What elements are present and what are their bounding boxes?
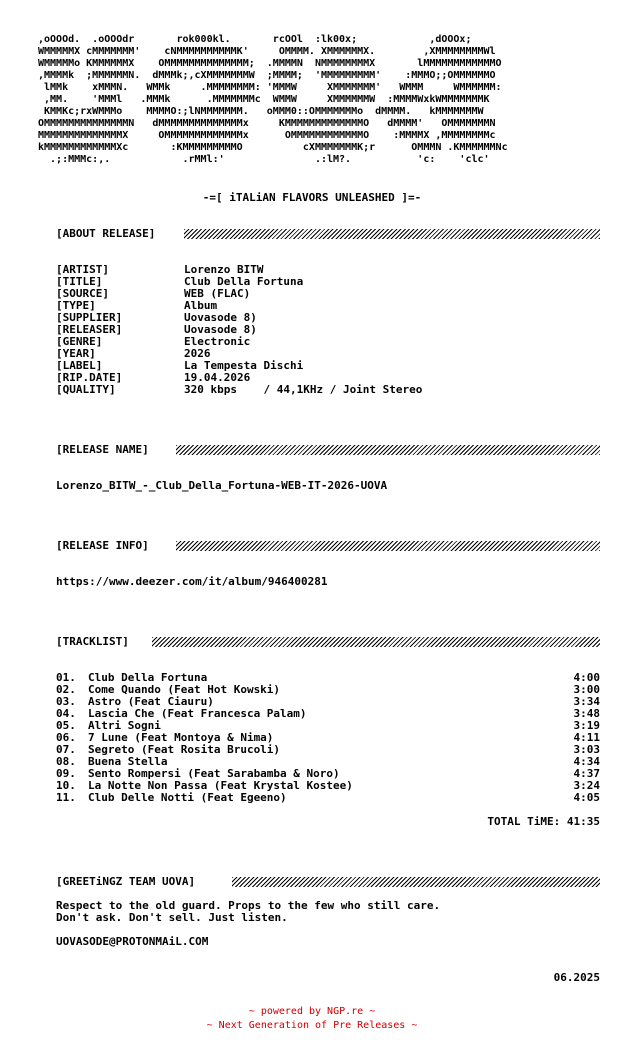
about-key: [TYPE] — [56, 299, 96, 312]
about-value: 320 kbps / 44,1KHz / Joint Stereo — [184, 383, 423, 396]
track-number: 01. — [56, 671, 76, 684]
track-duration: 3:19 — [573, 719, 600, 732]
about-key: [TITLE] — [56, 275, 103, 288]
about-key: [YEAR] — [56, 347, 96, 360]
section-divider-tracklist — [152, 637, 600, 647]
track-title: La Notte Non Passa (Feat Krystal Kostee) — [88, 779, 353, 792]
about-key: [RIP.DATE] — [56, 371, 123, 384]
about-row — [56, 348, 600, 360]
contact-email[interactable]: UOVASODE@PROTONMAiL.COM — [56, 935, 209, 948]
about-row — [56, 336, 600, 348]
tagline: -=[ iTALiAN FLAVORS UNLEASHED ]=- — [202, 191, 422, 204]
section-header-release-info: [RELEASE INFO] — [56, 539, 149, 552]
track-title: Club Delle Notti (Feat Egeeno) — [88, 791, 287, 804]
footer-powered-by[interactable]: ~ powered by NGP.re ~ — [248, 1006, 376, 1017]
about-value: Electronic — [184, 335, 251, 348]
track-title: Club Della Fortuna — [88, 671, 208, 684]
release-info-link[interactable]: https://www.deezer.com/it/album/946400281 — [56, 575, 328, 588]
track-number: 06. — [56, 731, 76, 744]
about-key: [ARTIST] — [56, 263, 109, 276]
track-title: Sento Rompersi (Feat Sarabamba & Noro) — [88, 767, 340, 780]
track-title: Segreto (Feat Rosita Brucoli) — [88, 743, 281, 756]
section-header-greetings: [GREETiNGZ TEAM UOVA] — [56, 875, 196, 888]
track-title: Buena Stella — [88, 755, 168, 768]
section-divider-release-name — [176, 445, 600, 455]
nfo-date: 06.2025 — [553, 971, 600, 984]
track-number: 08. — [56, 755, 76, 768]
section-divider-release-info — [176, 541, 600, 551]
footer-tagline: ~ Next Generation of Pre Releases ~ — [206, 1020, 418, 1031]
section-divider-about — [184, 229, 600, 239]
section-header-about: [ABOUT RELEASE] — [56, 227, 156, 240]
about-value: Uovasode 8) — [184, 311, 257, 324]
release-name: Lorenzo_BITW_-_Club_Della_Fortuna-WEB-IT-2026-UOVA — [56, 479, 388, 492]
total-time: TOTAL TiME: 41:35 — [487, 815, 600, 828]
section-header-tracklist: [TRACKLIST] — [56, 635, 129, 648]
about-value: Club Della Fortuna — [184, 275, 304, 288]
about-value: Album — [184, 299, 218, 312]
ascii-logo: ,oOOOd. .oOOOdr rok000kl. rcOOl :lk00x; ,dOOOx; WMMMMMX cMMMMMMM' cNMMMMMMMMMMK' OMMMM. XMMMMMMX. ,XMMMMMMMMWl WMMMMMo KMMMMMMX OMMMMMMMMMMMMMM; .MMMMN NMMMMMMMMX lMMMMMMMMMMMMO ,MMMMk ;MMMMMMN. dMMMk;,cXMMMMMMMW ;MMMM; 'MMMMMMMMM' :MMMO;;OMMMMMMO lMMk xMMMN. WMMk .MMMMMMMM: 'MMMW XMMMMMMM' WMMM WMMMMMM: ,MM. 'MMMl .MMMk .MMMMMMMc WMMW XMMMMMMW :MMMMWxkWMMMMMMMK KMMKc;rxWMMMo MMMMO:;lNMMMMMMM. oMMM0::OMMMMMMMo dMMMM. kMMMMMMMW OMMMMMMMMMMMMMMN dMMMMMMMMMMMMMMx KMMMMMMMMMMMMMO dMMMM' OMMMMMMMN MMMMMMMMMMMMMMX OMMMMMMMMMMMMMx OMMMMMMMMMMMMO :MMMMX ,MMMMMMMMc kMMMMMMMMMMMMXc :KMMMMMMMMMO cXMMMMMMMK;r OMMMN .KMMMMMMNc .;:MMMc:,. .rMMl:' .:lM?. 'c: 'clc' — [38, 34, 508, 165]
track-number: 03. — [56, 695, 76, 708]
about-row — [56, 276, 600, 288]
track-number: 10. — [56, 779, 76, 792]
track-duration: 3:48 — [573, 707, 600, 720]
about-value: La Tempesta Dischi — [184, 359, 304, 372]
track-title: Come Quando (Feat Hot Kowski) — [88, 683, 281, 696]
track-duration: 4:34 — [573, 755, 600, 768]
track-title: Altri Sogni — [88, 719, 161, 732]
about-value: 19.04.2026 — [184, 371, 251, 384]
track-duration: 3:03 — [573, 743, 600, 756]
about-key: [QUALITY] — [56, 383, 116, 396]
about-row — [56, 384, 600, 396]
track-number: 02. — [56, 683, 76, 696]
greetings-line: Don't ask. Don't sell. Just listen. — [56, 911, 288, 924]
track-duration: 4:05 — [573, 791, 600, 804]
about-row — [56, 300, 600, 312]
track-number: 11. — [56, 791, 76, 804]
about-value: 2026 — [184, 347, 211, 360]
track-duration: 3:00 — [573, 683, 600, 696]
track-number: 07. — [56, 743, 76, 756]
about-key: [GENRE] — [56, 335, 103, 348]
track-duration: 3:34 — [573, 695, 600, 708]
about-key: [LABEL] — [56, 359, 103, 372]
about-row — [56, 324, 600, 336]
track-number: 04. — [56, 707, 76, 720]
track-row — [56, 792, 600, 804]
track-duration: 4:11 — [573, 731, 600, 744]
track-title: 7 Lune (Feat Montoya & Nima) — [88, 731, 274, 744]
track-title: Astro (Feat Ciauru) — [88, 695, 214, 708]
greetings-line: Respect to the old guard. Props to the few who still care. — [56, 899, 441, 912]
about-key: [SUPPLIER] — [56, 311, 123, 324]
about-key: [SOURCE] — [56, 287, 109, 300]
about-row — [56, 288, 600, 300]
track-duration: 3:24 — [573, 779, 600, 792]
section-header-release-name: [RELEASE NAME] — [56, 443, 149, 456]
track-number: 05. — [56, 719, 76, 732]
track-duration: 4:00 — [573, 671, 600, 684]
section-divider-greetings — [232, 877, 600, 887]
about-row — [56, 264, 600, 276]
track-title: Lascia Che (Feat Francesca Palam) — [88, 707, 307, 720]
about-row — [56, 360, 600, 372]
about-value: Lorenzo BITW — [184, 263, 264, 276]
about-row — [56, 312, 600, 324]
about-value: Uovasode 8) — [184, 323, 257, 336]
about-key: [RELEASER] — [56, 323, 123, 336]
about-value: WEB (FLAC) — [184, 287, 251, 300]
track-number: 09. — [56, 767, 76, 780]
track-duration: 4:37 — [573, 767, 600, 780]
